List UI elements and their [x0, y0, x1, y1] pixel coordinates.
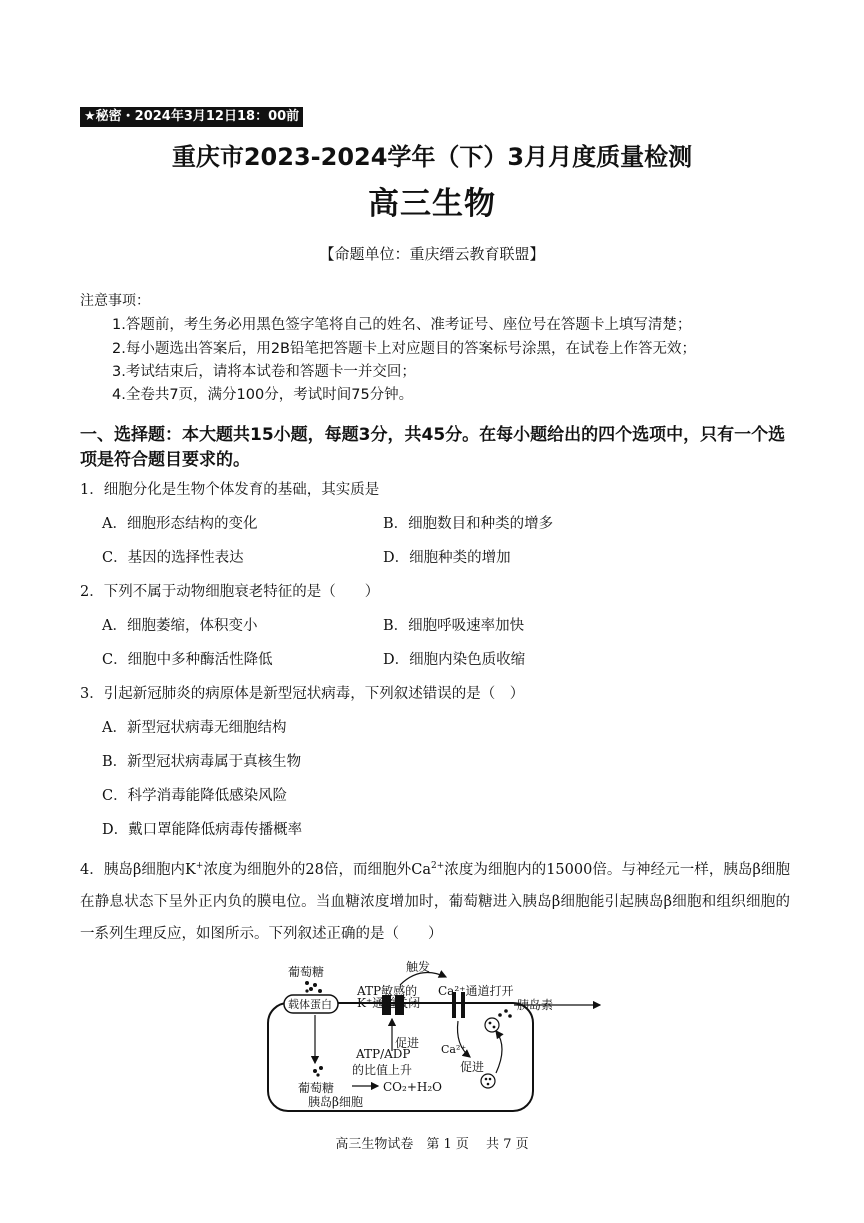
q4-text-2: 浓度为细胞外的28倍，而细胞外Ca: [203, 861, 431, 878]
carrier-protein-label: 载体蛋白: [288, 998, 332, 1011]
option-b: B．细胞数目和种类的增多: [383, 516, 554, 532]
question-stem: 1．细胞分化是生物个体发育的基础，其实质是: [80, 482, 380, 498]
vesicle-bottom: [481, 1074, 495, 1088]
ratio-rise-label: 的比值上升: [352, 1063, 413, 1077]
atp-sensitive-label: ATP敏感的: [357, 984, 418, 998]
glucose-dots-inside: [313, 1066, 323, 1077]
promote-label-2: 促进: [460, 1060, 485, 1074]
note-item: 3.考试结束后，请将本试卷和答题卡一并交回；: [112, 364, 416, 380]
note-item: 1.答题前，考生务必用黑色签字笔将自己的姓名、准考证号、座位号在答题卡上填写清楚；: [112, 317, 692, 333]
ca-ion-charge: 2+: [430, 861, 445, 871]
option-c: C．细胞中多种酶活性降低: [102, 652, 273, 668]
notes-title: 注意事项：: [80, 293, 150, 309]
option-d: D．细胞种类的增加: [383, 550, 511, 566]
question-4-stem: [80, 850, 790, 950]
subject-title: 高三生物: [368, 186, 496, 222]
k-ion-charge: +: [195, 861, 204, 871]
glucose-inside-label: 葡萄糖: [298, 1081, 335, 1095]
promote-label-1: 促进: [395, 1036, 420, 1050]
section-heading: 一、选择题：本大题共15小题，每题3分，共45分。在每小题给出的四个选项中，只有一个选项是符合题目要求的。: [80, 425, 786, 470]
ca-channel-open-label: Ca²⁺通道打开: [438, 984, 514, 998]
issuing-unit: 【命题单位：重庆缙云教育联盟】: [319, 245, 545, 263]
ca-ion-label: Ca²⁺: [441, 1043, 467, 1056]
option-c: C．基因的选择性表达: [102, 550, 244, 566]
option-d: D．戴口罩能降低病毒传播概率: [102, 822, 303, 838]
exam-title: 重庆市2023-2024学年（下）3月月度质量检测: [171, 143, 693, 171]
insulin-label: 胰岛素: [517, 998, 554, 1012]
option-d: D．细胞内染色质收缩: [383, 652, 526, 668]
secret-label: ★秘密・2024年3月12日18：00前: [80, 107, 303, 127]
option-a: A．细胞形态结构的变化: [102, 516, 258, 532]
note-item: 4.全卷共7页，满分100分，考试时间75分钟。: [112, 387, 414, 403]
q4-text-3: 浓度为细胞内的15000倍。与神经元一样，胰岛β细胞在静息状态下呈外正内负的膜电位。当血糖浓度增加时，葡萄糖进入胰岛β细胞能引起胰岛β细胞和组织细胞的一系列生理反应，如图所示。下列叙述正确的是（ ）: [80, 861, 790, 942]
question-stem: 3．引起新冠肺炎的病原体是新型冠状病毒，下列叙述错误的是（ ）: [80, 686, 525, 702]
option-b: B．新型冠状病毒属于真核生物: [102, 754, 302, 770]
insulin-vesicle: [485, 1018, 499, 1032]
option-a: A．新型冠状病毒无细胞结构: [102, 720, 287, 736]
atp-adp-label: ATP/ADP: [356, 1047, 411, 1061]
cell-name-label: 胰岛β细胞: [308, 1095, 363, 1109]
q4-text-1: 4．胰岛β细胞内K: [80, 861, 196, 878]
note-item: 2.每小题选出答案后，用2B铅笔把答题卡上对应题目的答案标号涂黑，在试卷上作答无效；: [112, 341, 697, 357]
option-a: A．细胞萎缩，体积变小: [102, 618, 258, 634]
option-b: B．细胞呼吸速率加快: [383, 618, 525, 634]
glucose-dots-outside: [305, 981, 322, 993]
glucose-outside-label: 葡萄糖: [288, 965, 325, 979]
trigger-label: 触发: [406, 960, 431, 974]
products-label: CO₂+H₂O: [383, 1080, 442, 1094]
islet-cell-diagram: [260, 955, 605, 1115]
page-footer: 高三生物试卷 第 1 页 共 7 页: [335, 1137, 529, 1152]
question-stem: 2．下列不属于动物细胞衰老特征的是（ ）: [80, 584, 380, 600]
option-c: C．科学消毒能降低感染风险: [102, 788, 288, 804]
k-channel-closed-label: K⁺通道关闭: [357, 996, 421, 1010]
